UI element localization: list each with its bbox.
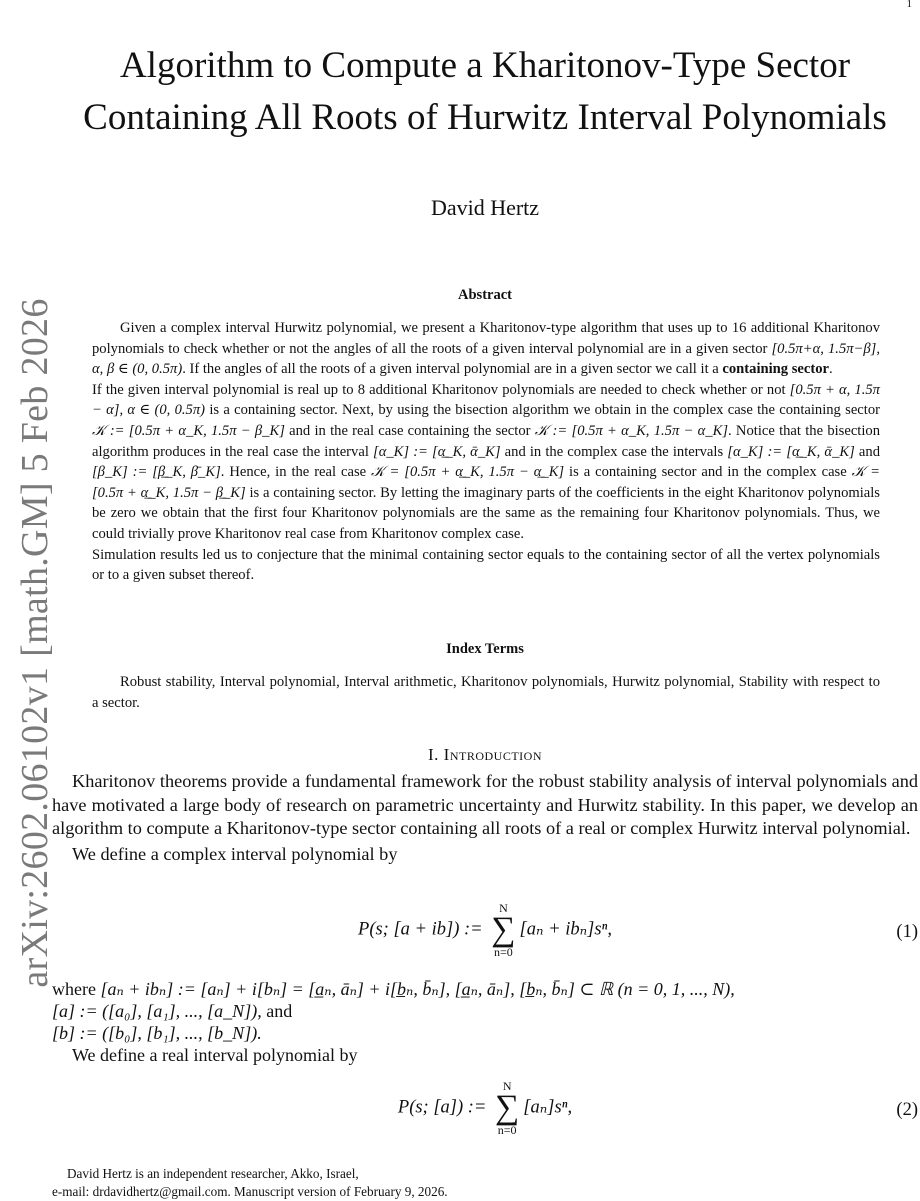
section-number: I. <box>428 745 439 764</box>
equation-2-body <box>52 1080 918 1136</box>
introduction-body <box>52 770 918 866</box>
equation-2-number: (2) <box>896 1100 918 1120</box>
abstract-p1-text-c: . <box>829 361 833 378</box>
abstract-p2-text-h: is a containing sector and in the complex case <box>564 464 852 481</box>
section-heading-introduction <box>60 745 910 765</box>
abstract-p1-math: [0.5π+α, 1.5π−β], α, β ∈ (0, 0.5π) <box>92 340 880 378</box>
abstract-p2-text-d: . Notice that the bisection algorithm produces in the real case the interval <box>92 422 881 460</box>
where-line-1 <box>52 978 918 1000</box>
abstract-body <box>92 318 880 586</box>
sum-upper-limit: N <box>499 901 508 915</box>
abstract-p2-text-a: If the given interval polynomial is real up to 8 additional Kharitonov polynomials are needed to check whether or not <box>92 381 790 398</box>
abstract-p2-text-i: is a containing sector. By letting the imaginary parts of the coefficients in the eight Kharitonov polynomials be zero we obtain that the first four Kharitonov polynomials are the same as the remaining four Kharitonov polynomials. Thus, we could trivially prove Kharitonov real case from Kharitonov complex case. <box>92 484 880 542</box>
equation-2-lhs: P(s; [a]) := <box>397 1097 492 1118</box>
abstract-p1-text-b: . If the angles of all the roots of a given interval polynomial are in a given sector we call it a <box>182 361 723 378</box>
abstract-heading: Abstract <box>458 287 512 303</box>
intro-paragraph-3: We define a real interval polynomial by <box>72 1045 358 1065</box>
abstract-paragraph-3: Simulation results led us to conjecture that the minimal containing sector equals to the containing sector of all the vertex polynomials or to a given subset thereof. <box>92 546 880 584</box>
page-number: 1 <box>906 0 912 10</box>
abstract-p2-text-c: and in the real case containing the sector <box>284 422 535 439</box>
where-math-2: [a] := ([a₀], [a₁], ..., [a_N]), <box>52 1001 262 1021</box>
where-label: where <box>52 979 96 999</box>
section-title: Introduction <box>443 745 542 764</box>
abstract-p2-text-g: . Hence, in the real case <box>220 464 372 481</box>
abstract-p2-math-8: 𝒦 = [0.5π + α̲_K, 1.5π − β̲_K] <box>92 464 880 501</box>
where-math-1: [aₙ + ibₙ] := [aₙ] + i[bₙ] = [a̲ₙ, āₙ] + i[b̲ₙ, b̄ₙ], [a̲ₙ, āₙ], [b̲ₙ, b̄ₙ] ⊂ ℝ (n = 0, 1, ..., N), <box>100 979 735 999</box>
abstract-p2-text-f: and <box>854 443 880 460</box>
abstract-p1-text-a: Given a complex interval Hurwitz polynomial, we present a Kharitonov-type algorithm that uses up to 16 additional Kharitonov polynomials to check whether or not the angles of all the roots of a given interval polynomial are in a given sector <box>92 320 880 357</box>
footnote-line-1: David Hertz is an independent researcher, Akko, Israel, <box>67 1166 359 1181</box>
equation-2-rhs: [aₙ]sⁿ, <box>523 1097 573 1118</box>
equation-1 <box>52 902 918 968</box>
arxiv-sidebar-identifier: arXiv:2602.06102v1 [math.GM] 5 Feb 2026 <box>14 298 56 988</box>
abstract-p2-text-e: and in the complex case the intervals <box>500 443 728 460</box>
footnote-line-2: e-mail: drdavidhertz@gmail.com. Manuscript version of February 9, 2026. <box>52 1184 448 1199</box>
where-math-3: [b] := ([b₀], [b₁], ..., [b_N]). <box>52 1023 262 1043</box>
index-terms-text: Robust stability, Interval polynomial, Interval arithmetic, Kharitonov polynomials, Hurwitz polynomial, Stability with respect to a sector. <box>92 674 880 711</box>
intro-paragraph-1: Kharitonov theorems provide a fundamental framework for the robust stability analysis of interval polynomials and have motivated a large body of research on parametric uncertainty and Hurwitz stability. In this paper, we develop an algorithm to compute a Kharitonov-type sector containing all roots of a real or complex Hurwitz interval polynomial. <box>52 771 918 838</box>
equation-1-body <box>52 902 918 958</box>
footnote <box>52 1165 912 1201</box>
sum-lower-limit: n=0 <box>497 1123 517 1137</box>
where-and: and <box>261 1001 293 1021</box>
abstract-p2-math-3: 𝒦 := [0.5π + α_K, 1.5π − α_K] <box>534 422 729 439</box>
equation-1-rhs: [aₙ + ibₙ]sⁿ, <box>519 919 612 940</box>
sum-lower-limit: n=0 <box>494 945 513 959</box>
abstract-p2-math-5: [α_K] := [α̲_K, ᾱ_K] <box>727 443 855 460</box>
where-line-2 <box>52 1000 918 1022</box>
equation-1-lhs: P(s; [a + ib]) := <box>358 919 488 940</box>
equation-2 <box>52 1080 918 1146</box>
abstract-paragraph-1 <box>92 318 880 380</box>
author-name: David Hertz <box>430 195 540 220</box>
abstract-p2-math-7: 𝒦 = [0.5π + α̲_K, 1.5π − α̲_K] <box>371 464 565 481</box>
where-line-3 <box>52 1022 918 1044</box>
abstract-p2-math-4: [α_K] := [α̲_K, ᾱ_K] <box>373 443 501 460</box>
abstract-p2-math-2: 𝒦 := [0.5π + α_K, 1.5π − β_K] <box>92 422 285 439</box>
abstract-p2-text-b: is a containing sector. Next, by using the bisection algorithm we obtain in the complex case the containing sector <box>205 402 880 419</box>
index-terms-heading: Index Terms <box>446 641 524 657</box>
equation-1-number: (1) <box>896 922 918 942</box>
abstract-p2-math-6: [β_K] := [β̲_K, β̄_K] <box>92 464 221 481</box>
abstract-paragraph-2 <box>92 380 880 545</box>
sum-upper-limit: N <box>502 1079 512 1093</box>
abstract-p2-math-1: [0.5π + α, 1.5π − α], α ∈ (0, 0.5π) <box>92 381 880 419</box>
summation-symbol: N ∑ n=0 <box>495 1079 520 1137</box>
paper-title: Algorithm to Compute a Kharitonov-Type Sector Containing All Roots of Hurwitz Interval Polynomials <box>83 45 887 138</box>
where-definitions <box>52 978 918 1066</box>
containing-sector-term: containing sector <box>722 361 830 378</box>
intro-paragraph-2: We define a complex interval polynomial by <box>72 843 398 864</box>
summation-symbol: N ∑ n=0 <box>491 901 516 959</box>
